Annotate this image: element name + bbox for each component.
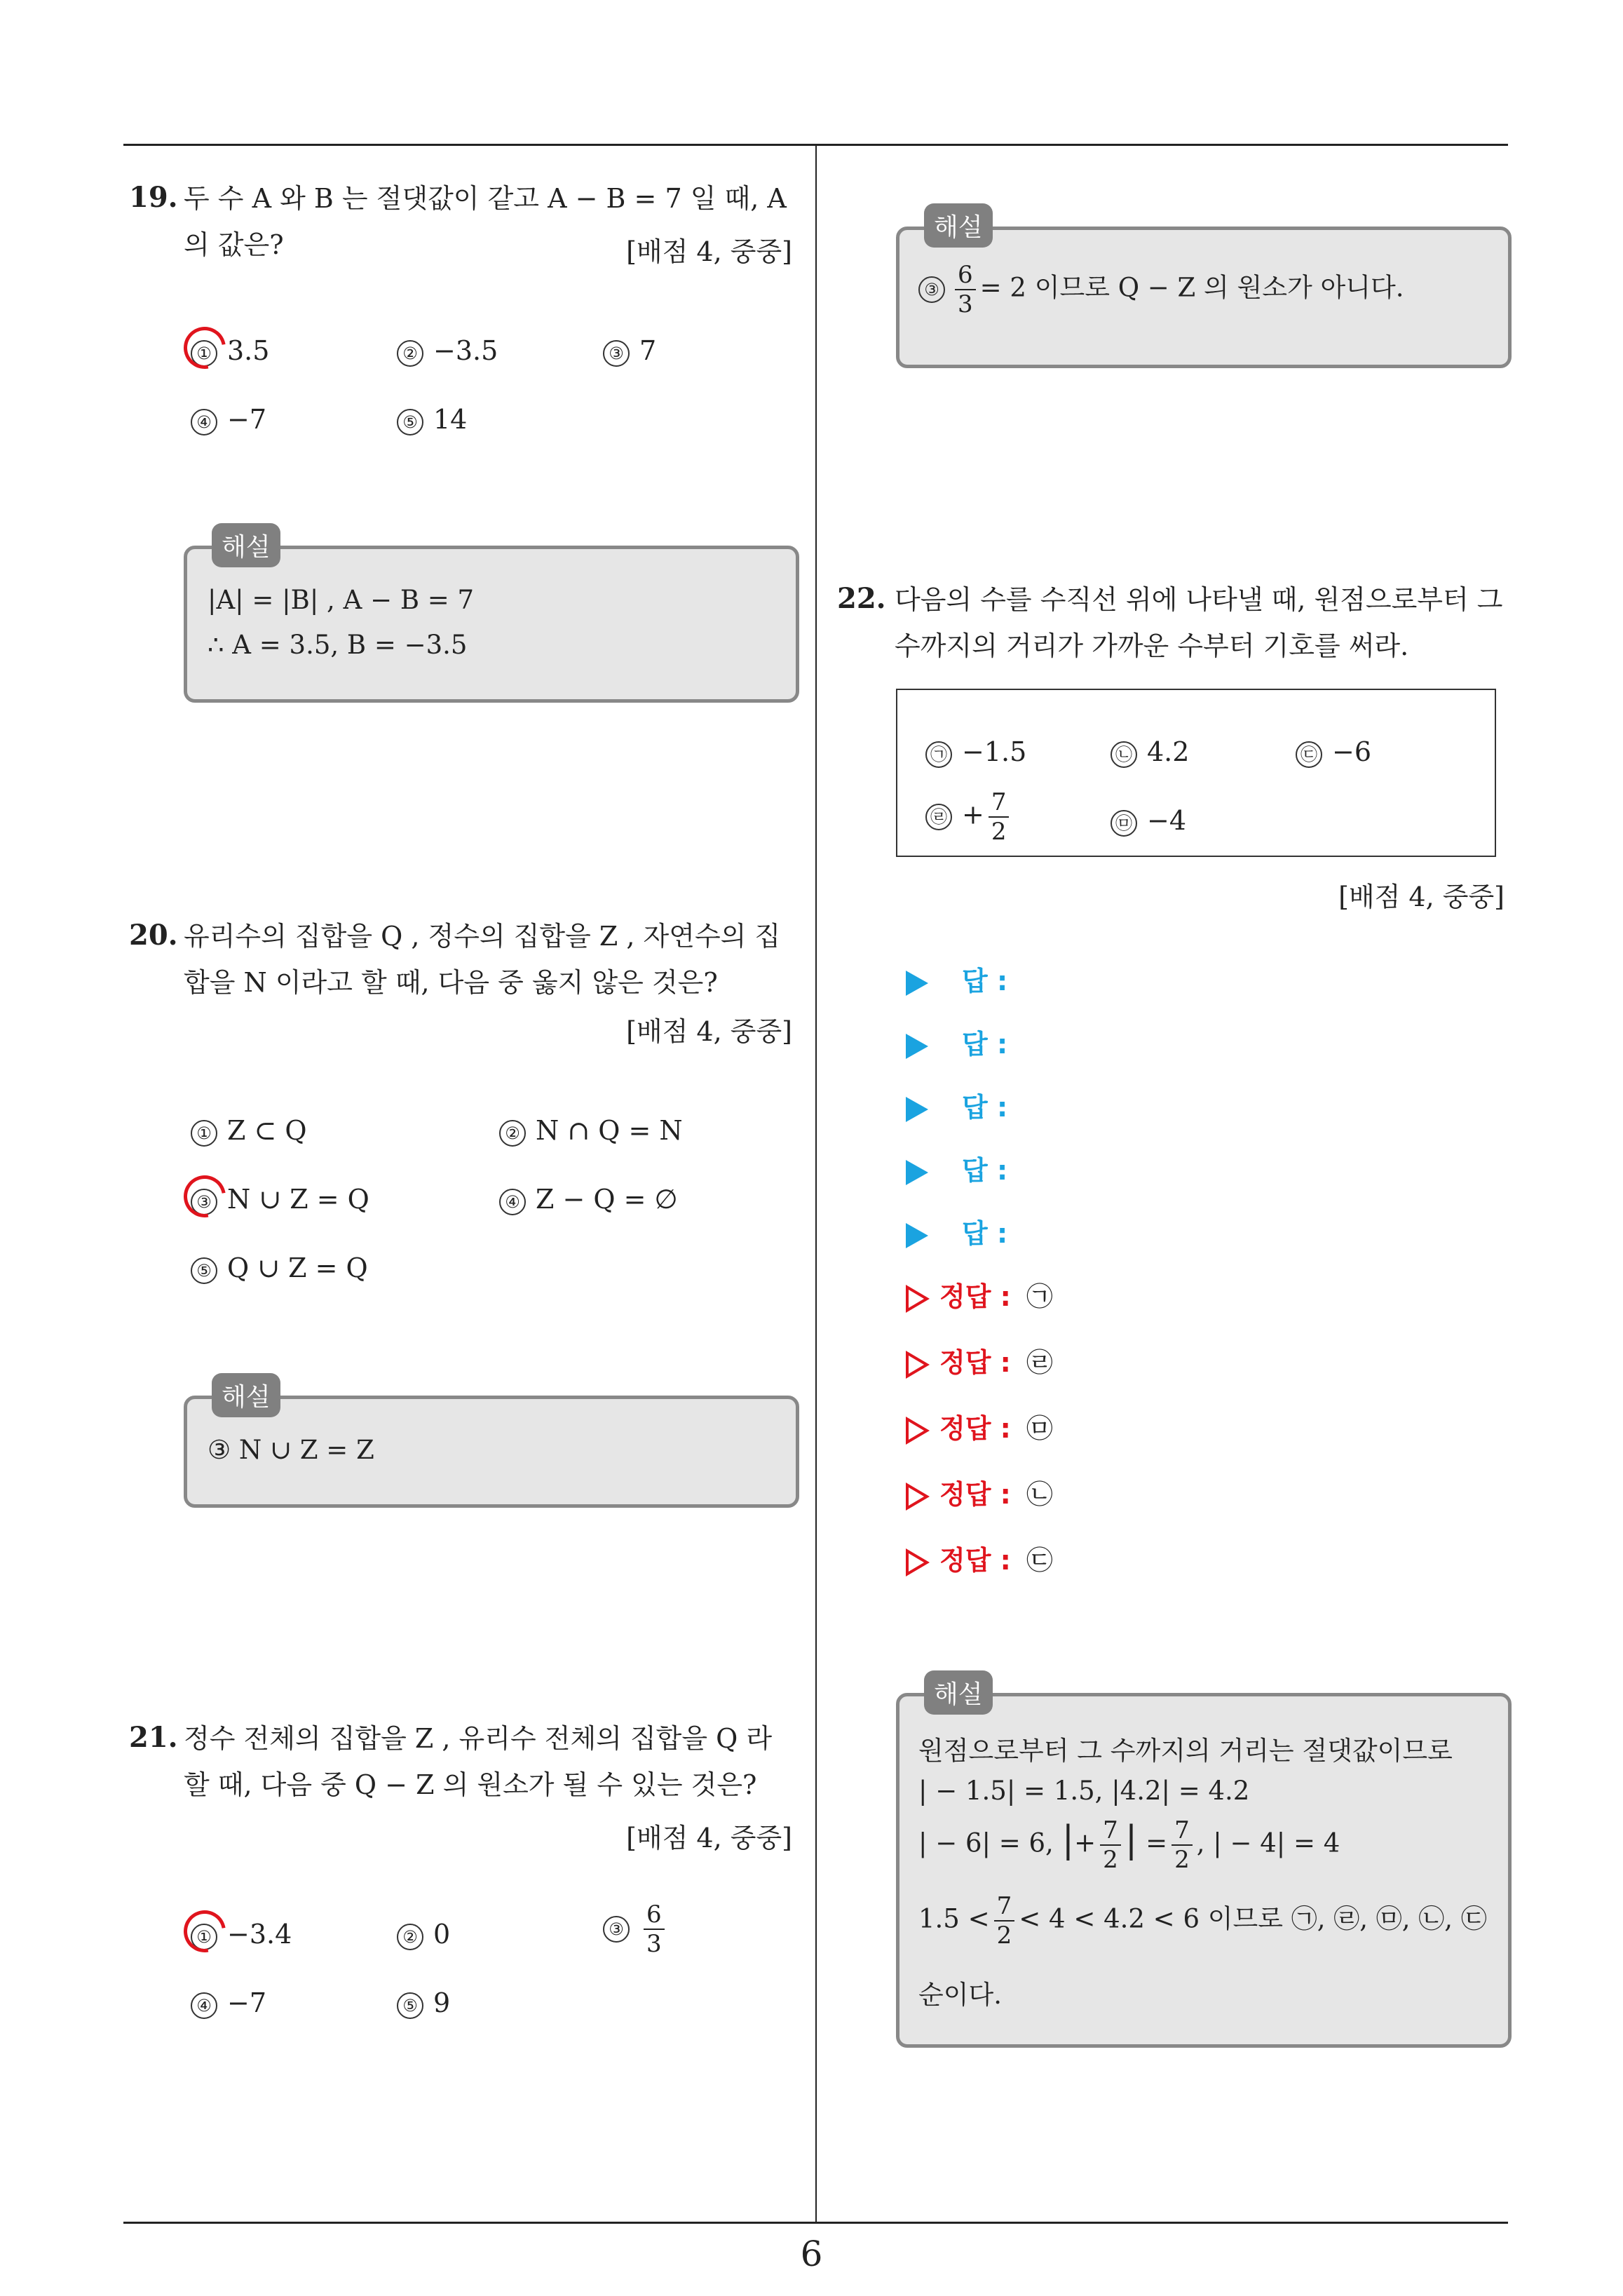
q19-text-line2: 의 값은? (184, 229, 284, 260)
abs-bar: | (1125, 1818, 1138, 1861)
q21-text-line2: 할 때, 다음 중 Q − Z 의 원소가 될 수 있는 것은? (184, 1769, 757, 1800)
q22-item-5 (1111, 805, 1186, 837)
choice-text: −3.5 (433, 335, 498, 366)
answer-row-4[interactable] (906, 1149, 1007, 1187)
fraction (955, 261, 976, 318)
q20-choice-4[interactable] (499, 1184, 678, 1215)
play-arrow-icon (906, 971, 928, 996)
choice-number: ① (191, 340, 217, 367)
q22-item-4 (925, 788, 1013, 846)
q20-solution-label: 해설 (212, 1373, 280, 1417)
q22-text-line2: 수까지의 거리가 가까운 수부터 기호를 써라. (895, 630, 1409, 661)
q20-choice-5[interactable] (191, 1252, 368, 1284)
item-key: ㉣ (925, 804, 952, 830)
choice-number: ② (397, 1924, 423, 1950)
q19-solution-line2: ∴ A = 3.5, B = −3.5 (208, 630, 468, 660)
q21-solution-label: 해설 (924, 203, 993, 248)
q20-text-line1: 유리수의 집합을 Q , 정수의 집합을 Z , 자연수의 집 (184, 921, 781, 952)
item-text: −1.5 (962, 736, 1027, 767)
play-arrow-icon (906, 1034, 928, 1059)
choice-text: 0 (433, 1919, 451, 1950)
q19-solution-line1: |A| = |B| , A − B = 7 (208, 585, 475, 615)
choice-number: ⑤ (191, 1257, 217, 1284)
q22-item-2 (1111, 736, 1189, 768)
choice-number: ④ (191, 1992, 217, 2019)
q22-solution-line4 (918, 1892, 1487, 1950)
outline-arrow-icon (906, 1548, 930, 1576)
answer-label: 답 : (962, 1029, 1008, 1060)
correct-answer-row-3 (906, 1407, 1053, 1445)
solution-choice-number: ③ (918, 276, 945, 303)
fraction-numerator: 6 (644, 1900, 665, 1930)
fraction-numerator: 7 (989, 788, 1010, 818)
line-text: 1.5 < (918, 1903, 990, 1934)
correct-answer-row-5 (906, 1539, 1053, 1577)
line-text: , | − 4| = 4 (1196, 1828, 1340, 1858)
q21-choice-5[interactable] (397, 1987, 450, 2019)
q21-text-line1: 정수 전체의 집합을 Z , 유리수 전체의 집합을 Q 라 (184, 1723, 773, 1754)
choice-text: N ∪ Z = Q (227, 1184, 369, 1215)
correct-value: ㉢ (1026, 1545, 1053, 1576)
line-text: | − 6| = 6, (918, 1828, 1054, 1858)
solution-text: = 2 이므로 Q − Z 의 원소가 아니다. (979, 272, 1404, 303)
q22-solution-line2: | − 1.5| = 1.5, |4.2| = 4.2 (918, 1776, 1250, 1806)
q21-number: 21. (129, 1721, 178, 1754)
choice-number: ③ (603, 340, 630, 367)
q19-choice-2[interactable] (397, 335, 498, 367)
answer-row-3[interactable] (906, 1086, 1007, 1124)
choice-text: Z ⊂ Q (227, 1115, 307, 1146)
item-text: 4.2 (1147, 736, 1190, 767)
q19-solution-label: 해설 (212, 523, 280, 567)
choice-number: ④ (499, 1189, 526, 1215)
choice-text: −7 (227, 404, 267, 435)
q19-choice-5[interactable] (397, 404, 467, 435)
column-divider (815, 144, 817, 2223)
q22-item-3 (1296, 736, 1371, 768)
item-text: −6 (1332, 736, 1372, 767)
choice-text: −7 (227, 1987, 267, 2018)
abs-bar: | (1061, 1818, 1075, 1861)
q19-text-line1: 두 수 A 와 B 는 절댓값이 같고 A − B = 7 일 때, A (184, 183, 787, 214)
fraction-numerator: 7 (1100, 1816, 1121, 1846)
fraction-numerator: 7 (1172, 1816, 1193, 1846)
q20-text-line2: 합을 N 이라고 할 때, 다음 중 옳지 않은 것은? (184, 967, 718, 998)
outline-arrow-icon (906, 1285, 930, 1313)
answer-row-2[interactable] (906, 1022, 1007, 1061)
play-arrow-icon (906, 1160, 928, 1185)
correct-value: ㉡ (1026, 1479, 1053, 1510)
fraction (1172, 1816, 1193, 1874)
choice-text: 9 (433, 1987, 451, 2018)
sign: + (1074, 1828, 1096, 1858)
answer-mark (175, 1902, 234, 1961)
choice-text: Q ∪ Z = Q (227, 1252, 368, 1283)
fraction-denominator: 2 (1103, 1846, 1118, 1874)
outline-arrow-icon (906, 1417, 930, 1445)
choice-text: Z − Q = ∅ (536, 1184, 678, 1215)
q21-solution-line (918, 261, 1404, 318)
fraction (1100, 1816, 1121, 1874)
choice-number: ④ (191, 409, 217, 435)
q22-item-1 (925, 736, 1026, 768)
correct-label: 정답 : (939, 1281, 1011, 1312)
correct-label: 정답 : (939, 1347, 1011, 1378)
item-key: ㉠ (925, 741, 952, 768)
fraction-denominator: 3 (958, 290, 973, 318)
correct-answer-row-1 (906, 1275, 1053, 1314)
q20-choice-1[interactable] (191, 1115, 307, 1147)
bottom-rule (123, 2222, 1508, 2224)
fraction-denominator: 2 (991, 818, 1007, 846)
q20-solution-line1: ③ N ∪ Z = Z (208, 1435, 374, 1465)
choice-text: 14 (433, 404, 468, 435)
answer-row-1[interactable] (906, 959, 1007, 998)
play-arrow-icon (906, 1223, 928, 1248)
correct-label: 정답 : (939, 1413, 1011, 1444)
correct-label: 정답 : (939, 1479, 1011, 1510)
play-arrow-icon (906, 1097, 928, 1122)
q22-solution-line1: 원점으로부터 그 수까지의 거리는 절댓값이므로 (918, 1736, 1453, 1766)
choice-number: ⑤ (397, 1992, 423, 2019)
choice-number: ⑤ (397, 409, 423, 435)
choice-text: N ∩ Q = N (536, 1115, 683, 1146)
q19-choice-3[interactable] (603, 335, 656, 367)
correct-value: ㉠ (1026, 1281, 1053, 1312)
choice-number: ③ (191, 1189, 217, 1215)
q21-choice-2[interactable] (397, 1919, 450, 1950)
item-key: ㉢ (1296, 741, 1322, 768)
fraction (644, 1900, 665, 1958)
q22-solution-line3 (918, 1816, 1340, 1874)
q21-choice-3[interactable] (603, 1900, 669, 1958)
answer-label: 답 : (962, 1092, 1008, 1123)
q20-number: 20. (129, 919, 178, 952)
answer-row-5[interactable] (906, 1212, 1007, 1250)
q19-choice-4[interactable] (191, 404, 266, 435)
equals: = (1146, 1828, 1168, 1858)
correct-value: ㉣ (1026, 1347, 1053, 1378)
choice-text: 7 (639, 335, 657, 366)
choice-text: 3.5 (227, 335, 270, 366)
q19-points: [배점 4, 중중] (626, 236, 792, 267)
fraction-numerator: 7 (994, 1892, 1015, 1922)
q22-points: [배점 4, 중중] (1338, 882, 1505, 912)
fraction-numerator: 6 (955, 261, 976, 290)
answer-mark (175, 1167, 234, 1226)
line-text: < 4 < 4.2 < 6 이므로 ㉠, ㉣, ㉤, ㉡, ㉢ (1019, 1903, 1487, 1934)
q22-text-line1: 다음의 수를 수직선 위에 나타낼 때, 원점으로부터 그 (895, 584, 1503, 615)
choice-number: ② (499, 1120, 526, 1147)
choice-text: −3.4 (227, 1919, 292, 1950)
page-number: 6 (800, 2234, 823, 2274)
choice-number: ③ (603, 1916, 630, 1943)
correct-answer-row-2 (906, 1341, 1053, 1379)
choice-number: ② (397, 340, 423, 367)
outline-arrow-icon (906, 1351, 930, 1379)
correct-value: ㉤ (1026, 1413, 1053, 1444)
q22-number: 22. (837, 582, 886, 615)
answer-label: 답 : (962, 1155, 1008, 1186)
fraction-denominator: 3 (646, 1930, 662, 1958)
q19-solution-box (184, 546, 799, 703)
q21-choice-4[interactable] (191, 1987, 266, 2019)
q19-number: 19. (129, 181, 178, 214)
choice-number: ① (191, 1924, 217, 1950)
item-key: ㉡ (1111, 741, 1137, 768)
item-sign: + (962, 799, 984, 830)
q22-solution-label: 해설 (924, 1670, 993, 1715)
fraction-denominator: 2 (996, 1922, 1012, 1950)
correct-answer-row-4 (906, 1473, 1053, 1511)
q20-choice-2[interactable] (499, 1115, 683, 1147)
fraction-denominator: 2 (1174, 1846, 1190, 1874)
item-text: −4 (1147, 805, 1187, 836)
q20-points: [배점 4, 중중] (626, 1016, 792, 1047)
outline-arrow-icon (906, 1483, 930, 1511)
q22-solution-line5: 순이다. (918, 1980, 1002, 2010)
answer-label: 답 : (962, 1218, 1008, 1249)
item-key: ㉤ (1111, 810, 1137, 837)
answer-mark (175, 318, 234, 377)
choice-number: ① (191, 1120, 217, 1147)
fraction (989, 788, 1010, 846)
correct-label: 정답 : (939, 1545, 1011, 1576)
fraction (994, 1892, 1015, 1950)
q21-points: [배점 4, 중중] (626, 1823, 792, 1853)
answer-label: 답 : (962, 966, 1008, 997)
